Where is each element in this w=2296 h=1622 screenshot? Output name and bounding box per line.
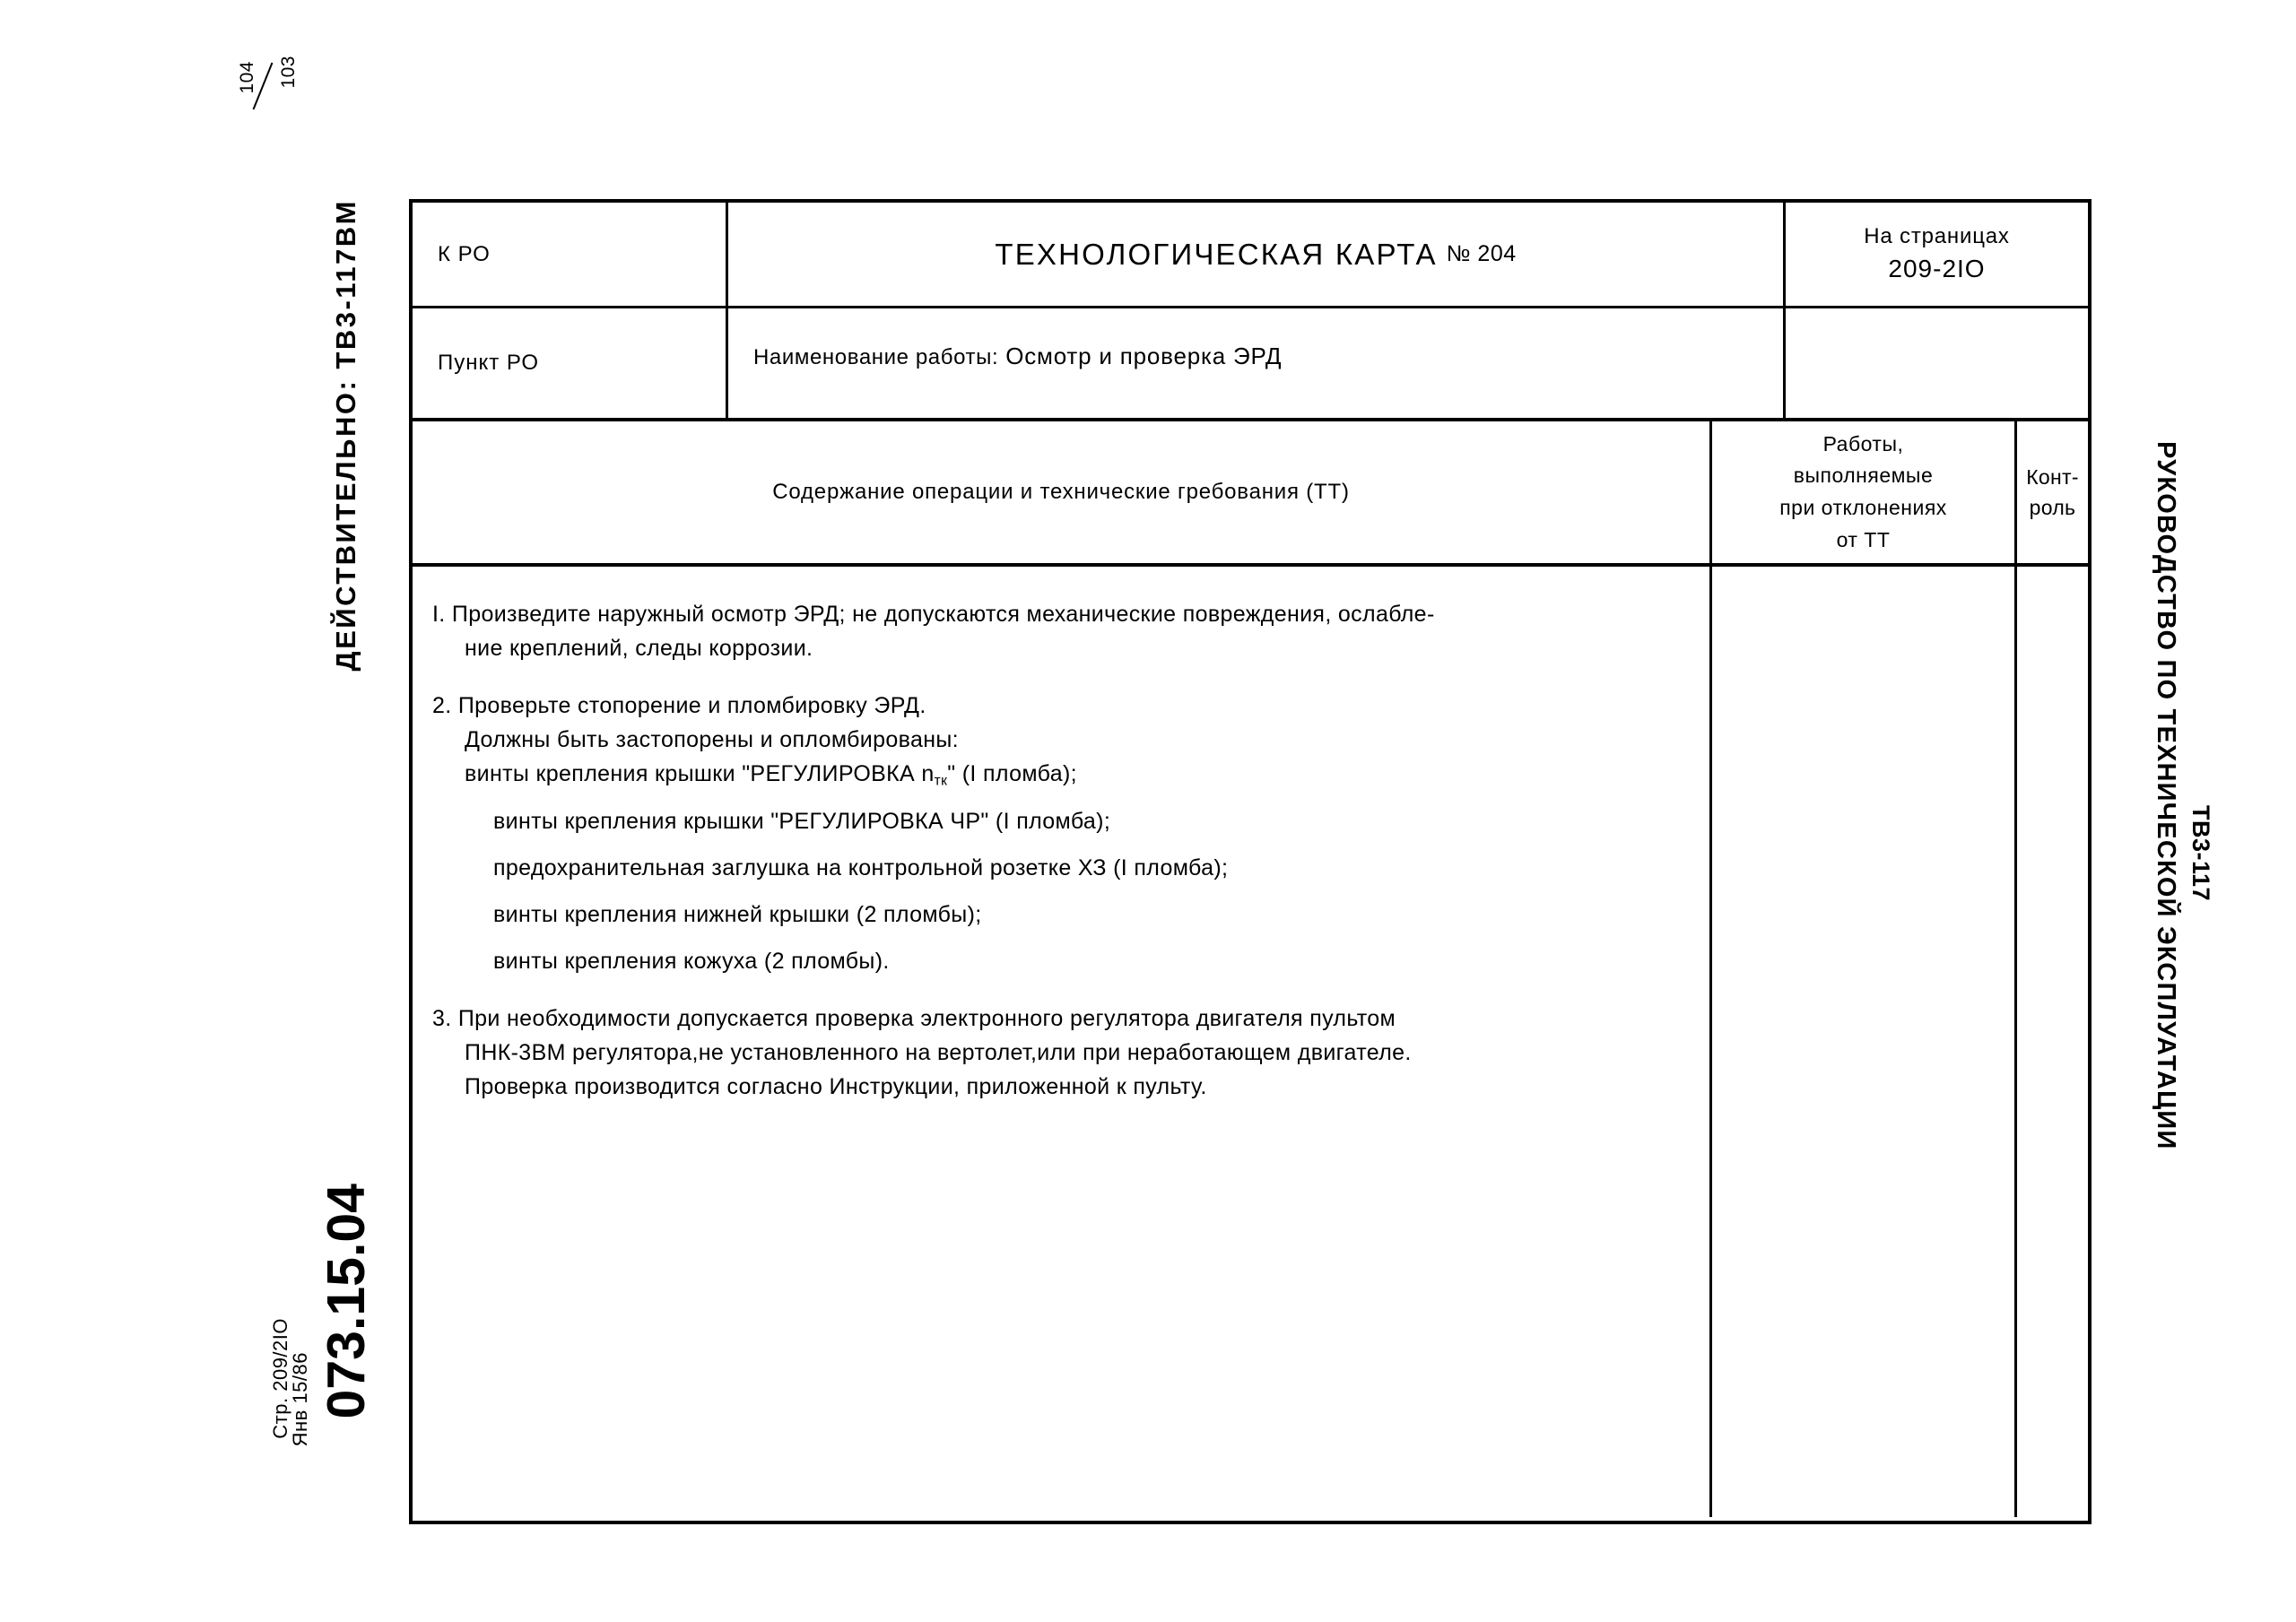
- control-cell: [2014, 567, 2088, 1517]
- operation-line: 2. Проверьте стопорение и пломбировку ЭРД.: [432, 693, 926, 718]
- control-column-header-cell: [2014, 421, 2088, 563]
- card-number-label: № 204: [1446, 241, 1517, 266]
- operation-line: винты крепления нижней крышки (2 пломбы);: [493, 901, 982, 927]
- content-column-header-cell: [413, 421, 1709, 563]
- pages-caption: На страницах: [1864, 224, 2010, 249]
- operation-line: винты крепления крышки "РЕГУЛИРОВКА $n_{тк}$" (I пломба);: [465, 761, 1077, 789]
- table-header-row: [413, 203, 2088, 308]
- table-column-header-row: [413, 421, 2088, 567]
- deviations-cell: [1709, 567, 2014, 1517]
- page-reference: Стр. 209/2IO: [269, 1318, 291, 1439]
- operation-item: [432, 689, 1692, 978]
- operation-line: ПНК-3ВМ регулятора,не установленного на вертолет,или при неработающем двигателе.: [465, 1039, 1412, 1065]
- content-column-header: Содержание операции и технические гребования (ТТ): [772, 480, 1350, 504]
- pages-cell: [1783, 203, 2088, 306]
- operation-item: [432, 597, 1692, 665]
- table-subject-row: [413, 308, 2088, 421]
- operations-list: [413, 567, 1709, 1517]
- table-body-row: [413, 567, 2088, 1517]
- operation-line: ние креплений, следы коррозии.: [465, 636, 813, 661]
- deviations-column-header: Работы, выполняемые при отклонениях от ТТ: [1779, 431, 1947, 551]
- validity-label: ДЕЙСТВИТЕЛЬНО: ТВ3-117ВМ: [330, 199, 361, 672]
- operation-line: винты крепления кожуха (2 пломбы).: [493, 948, 890, 974]
- work-name-caption: Наименование работы:: [753, 345, 999, 369]
- technology-card-table: [409, 199, 2092, 1524]
- subscript-tk: тк: [934, 773, 948, 789]
- card-title-cell: [728, 203, 1783, 306]
- item-ref-cell: [413, 308, 728, 418]
- operation-line: винты крепления крышки "РЕГУЛИРОВКА ЧР" (I пломба);: [493, 808, 1111, 834]
- page-corner-right-number: 103: [278, 56, 299, 89]
- ref-cell: [413, 203, 728, 306]
- operation-line: Проверка производится согласно Инструкции, приложенной к пульту.: [465, 1073, 1207, 1099]
- operations-cell: [413, 567, 1709, 1517]
- work-name-value: Осмотр и проверка ЭРД: [1005, 343, 1283, 369]
- page-corner-numbers: [235, 34, 343, 133]
- item-label: Пункт РО: [438, 351, 540, 375]
- deviations-column-header-cell: [1709, 421, 2014, 563]
- work-name-cell: [728, 308, 1783, 418]
- operation-item: [432, 1002, 1692, 1104]
- operation-line: 3. При необходимости допускается проверка электронного регулятора двигателя пультом: [432, 1005, 1396, 1031]
- control-column-header: Конт- роль: [2026, 464, 2079, 519]
- operation-line: I. Произведите наружный осмотр ЭРД; не допускаются механические повреждения, ослабле-: [432, 602, 1435, 627]
- manual-title: РУКОВОДСТВО ПО ТЕХНИЧЕСКОЙ ЭКСПЛУАТАЦИИ: [2152, 441, 2180, 1150]
- engine-model: ТВ3-117: [2187, 805, 2214, 902]
- pages-value: 209-2IO: [1888, 254, 1986, 282]
- document-number: 073.15.04: [317, 1184, 376, 1419]
- operation-line: Должны быть застопорены и опломбированы:: [465, 727, 959, 752]
- card-title: ТЕХНОЛОГИЧЕСКАЯ КАРТА: [995, 237, 1438, 271]
- date-reference: Янв 15/86: [289, 1352, 311, 1447]
- operation-line: предохранительная заглушка на контрольной розетке ХЗ (I пломба);: [493, 854, 1229, 880]
- ref-label: К РО: [438, 241, 491, 266]
- subject-blank-cell: [1783, 308, 2088, 418]
- page-corner-left-number: 104: [237, 61, 257, 94]
